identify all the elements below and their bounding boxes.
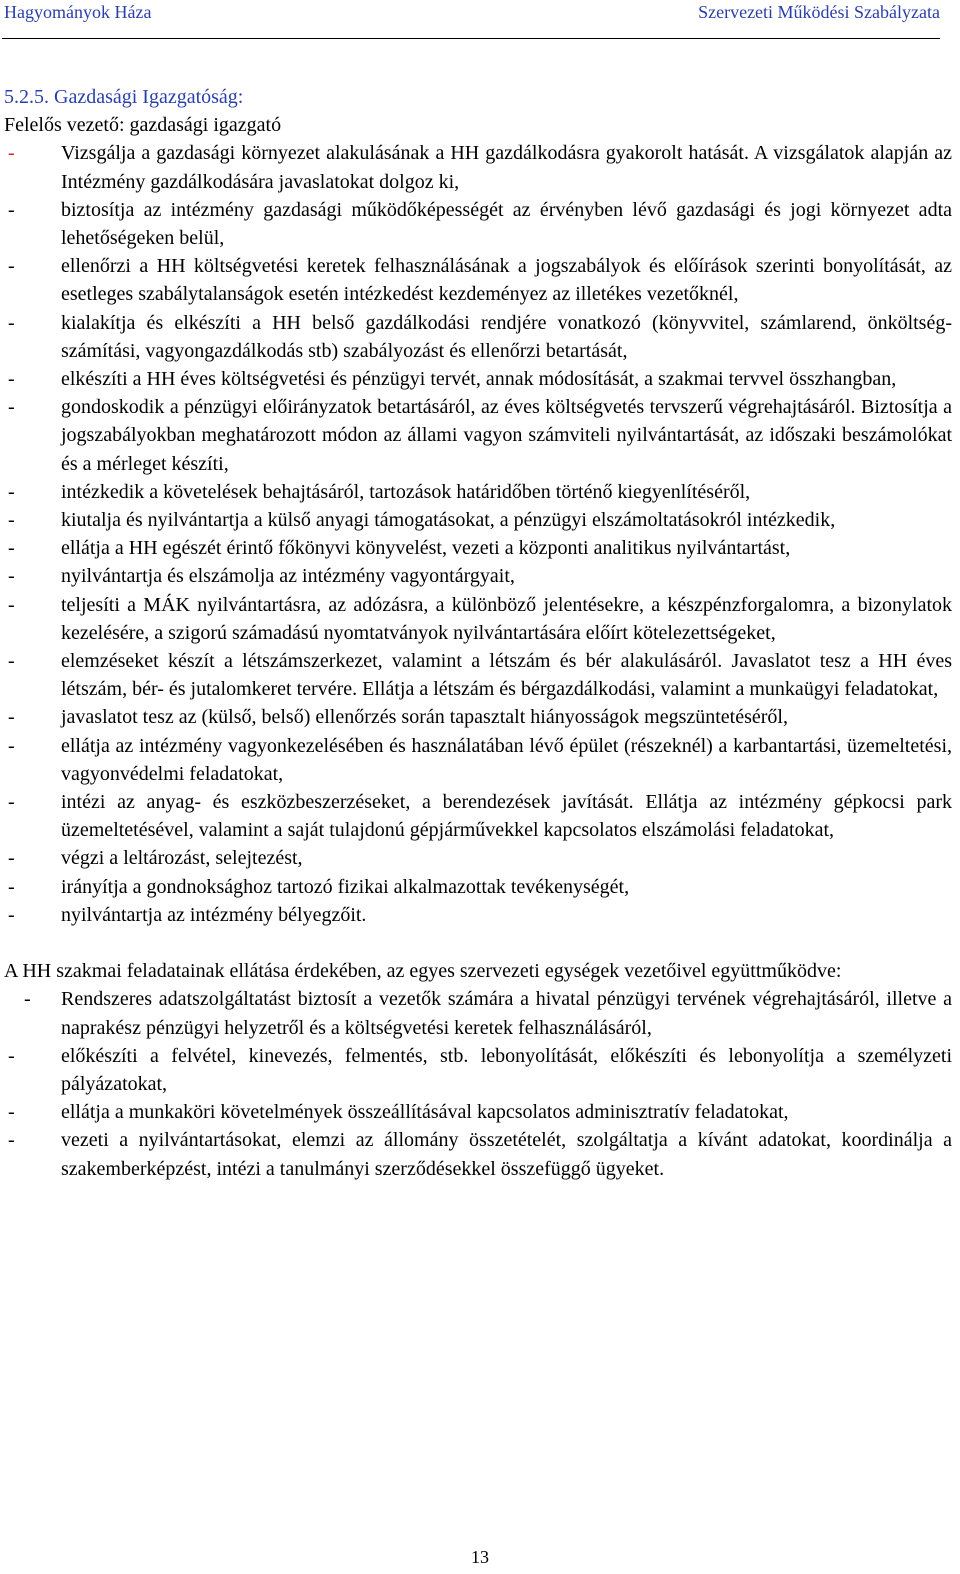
header-org-name: Hagyományok Háza [4,2,152,22]
list-item-text: vezeti a nyilvántartásokat, elemzi az állomány összetételét, szolgáltatja a kívánt adatokat, koordinálja a szakemberképzést, intézi a tanulmányi szerződésekkel összefüggő ügyeket. [61,1129,952,1180]
list-item-text: biztosítja az intézmény gazdasági működőképességét az érvényben lévő gazdasági és jogi környezet adta lehetőségeken belül, [61,198,952,250]
cooperation-list [4,985,952,1182]
page-number: 13 [471,1547,489,1567]
list-item-text: ellátja a munkaköri követelmények összeállításával kapcsolatos adminisztratív feladatokat, [61,1101,789,1124]
list-dash: - [8,368,15,391]
list-item [4,139,952,195]
spacer [4,929,952,957]
list-item-text: ellátja az intézmény vagyonkezelésében és használatában lévő épület (részeknél) a karbantartási, üzemeltetési, vagyonvédelmi feladatokat, [61,734,952,785]
list-dash: - [24,988,31,1011]
list-item-text: Rendszeres adatszolgáltatást biztosít a vezetők számára a hivatal pénzügyi tervének végrehajtásáról, illetve a naprakész pénzügyi helyzetről és a költségvetési keretek felhasználásáról, [61,988,952,1039]
list-dash: - [8,1044,15,1067]
list-item [4,506,952,534]
list-item-text: irányítja a gondnoksághoz tartozó fizikai alkalmazottak tevékenységét, [61,875,630,898]
list-item-text: végzi a leltározást, selejtezést, [61,847,303,870]
list-dash: - [8,903,15,926]
list-dash: - [8,565,15,588]
list-dash: - [8,847,15,870]
list-item [4,562,952,590]
list-item [4,901,952,929]
list-dash: - [8,311,15,334]
list-dash: - [8,509,15,532]
list-item [4,788,952,844]
list-item-text: előkészíti a felvétel, kinevezés, felmentés, stb. lebonyolítását, előkészíti és lebonyolítja a személyzeti pályázatokat, [61,1044,952,1095]
list-dash: - [8,142,15,165]
list-item [4,534,952,562]
document-body [4,83,952,1183]
list-dash: - [8,537,15,560]
list-item-text: ellenőrzi a HH költségvetési keretek felhasználásának a jogszabályok és előírások szerinti bonyolítását, az esetleges szabálytalanságok esetén intézkedést kezdeményez az illetékes vezetőknél, [61,255,952,306]
list-item [4,985,952,1041]
list-item [4,703,952,731]
list-dash: - [8,255,15,278]
header-doc-title: Szervezeti Működési Szabályzata [698,2,940,22]
list-item [4,478,952,506]
list-item-text: kialakítja és elkészíti a HH belső gazdálkodási rendjére vonatkozó (könyvvitel, számlarend, önköltség-számítási, vagyongazdálkodás stb) szabályozást és ellenőrzi betartását, [61,311,952,362]
list-dash: - [8,396,15,419]
list-dash: - [8,1101,15,1124]
list-dash: - [8,198,15,221]
list-item-text: elkészíti a HH éves költségvetési és pénzügyi tervét, annak módosítását, a szakmai tervvel összhangban, [61,368,897,391]
list-item-text: nyilvántartja és elszámolja az intézmény vagyontárgyait, [61,565,515,588]
list-item [4,1042,952,1098]
list-item [4,309,952,365]
list-dash: - [8,593,15,616]
section-title: 5.2.5. Gazdasági Igazgatóság: [4,86,244,108]
list-dash: - [8,734,15,757]
list-item [4,365,952,393]
list-item-text: teljesíti a MÁK nyilvántartásra, az adózásra, a különböző jelentésekre, a készpénzforgalomra, a bizonylatok kezelésére, a szigorú számadású nyomtatványok nyilvántartására előírt kötelezettségeket, [61,593,952,644]
list-item-text: intézi az anyag- és eszközbeszerzéseket, a berendezések javítását. Ellátja az intézmény gépkocsi park üzemeltetésével, valamint a saját tulajdonú gépjárművekkel kapcsolatos elszámolási feladatokat, [61,791,952,842]
list-dash: - [8,1129,15,1152]
list-item-text: intézkedik a követelések behajtásáról, tartozások határidőben történő kiegyenlítéséről, [61,480,751,503]
list-item [4,591,952,647]
list-item [4,1098,952,1126]
page-header [2,0,940,39]
list-item-text: ellátja a HH egészét érintő főkönyvi könyvelést, vezeti a központi analitikus nyilvántartást, [61,537,791,560]
list-item [4,1126,952,1182]
list-item [4,844,952,872]
list-dash: - [8,791,15,814]
list-dash: - [8,650,15,673]
duties-list [4,139,952,929]
list-item [4,196,952,252]
list-item-text: javaslatot tesz az (külső, belső) ellenőrzés során tapasztalt hiányosságok megszüntetéséről, [61,706,788,729]
intro-paragraph: A HH szakmai feladatainak ellátása érdekében, az egyes szervezeti egységek vezetőivel együttműködve: [4,960,842,983]
list-item-text: nyilvántartja az intézmény bélyegzőit. [61,903,367,926]
list-dash: - [8,706,15,729]
list-item-text: elemzéseket készít a létszámszerkezet, valamint a létszám és bér alakulásáról. Javaslatot tesz a HH éves létszám, bér- és jutalomkeret tervére. Ellátja a létszám és bérgazdálkodási, valamint a munkaügyi feladatokat, [61,650,952,701]
list-dash: - [8,480,15,503]
list-item [4,647,952,703]
responsible-line: Felelős vezető: gazdasági igazgató [4,114,282,137]
list-item-text: kiutalja és nyilvántartja a külső anyagi támogatásokat, a pénzügyi elszámoltatásokról intézkedik, [61,509,836,532]
list-dash: - [8,875,15,898]
list-item-text: gondoskodik a pénzügyi előirányzatok betartásáról, az éves költségvetés tervszerű végrehajtásáról. Biztosítja a jogszabályokban meghatározott módon az állami vagyon számviteli nyilvántartását, az időszaki beszámolókat és a mérleget készíti, [61,396,952,475]
list-item [4,252,952,308]
list-item [4,732,952,788]
list-item [4,873,952,901]
list-item-text: Vizsgálja a gazdasági környezet alakulásának a HH gazdálkodásra gyakorolt hatását. A vizsgálatok alapján az Intézmény gazdálkodására javaslatokat dolgoz ki, [61,142,952,193]
list-item [4,393,952,478]
